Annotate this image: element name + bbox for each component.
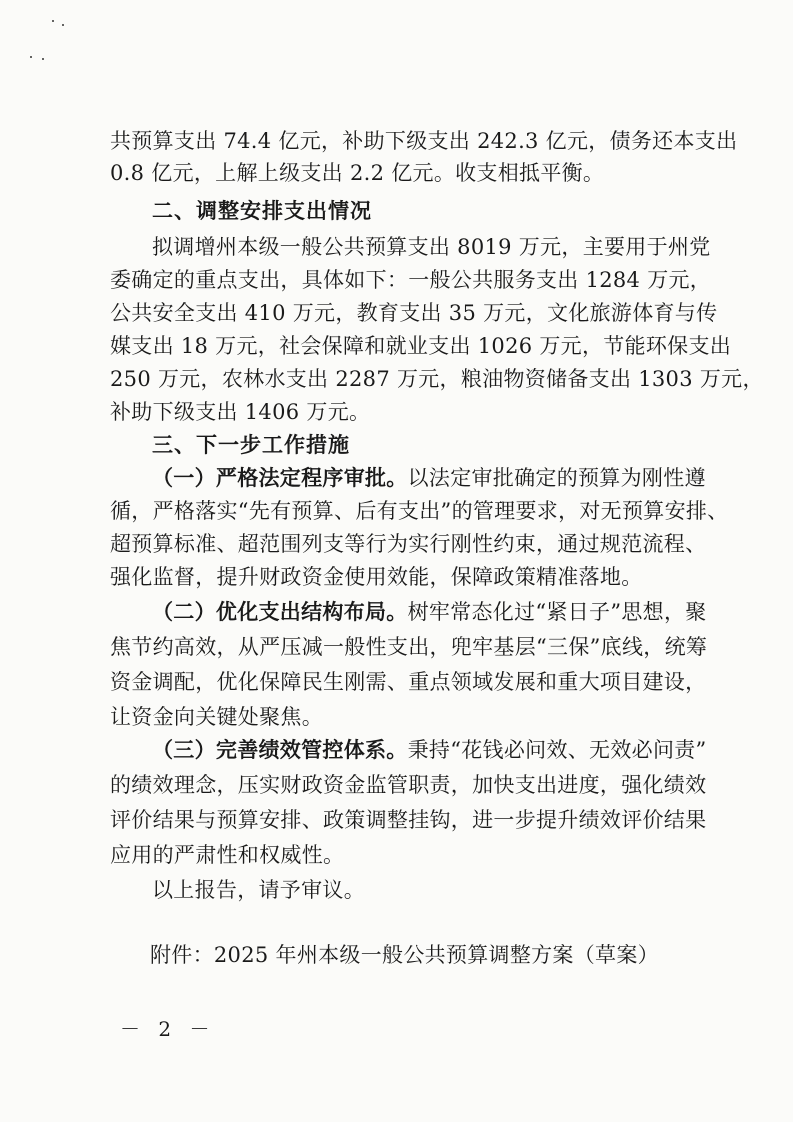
section-heading: 三、下一步工作措施: [152, 433, 350, 457]
measure-title: （二）优化支出结构布局。: [152, 599, 408, 624]
body-line: 应用的严肃性和权威性。: [110, 843, 345, 867]
body-line: 资金调配，优化保障民生刚需、重点领域发展和重大项目建设，: [110, 670, 707, 694]
measure-first-line: [152, 463, 706, 493]
measure-first-line: [152, 735, 707, 765]
body-line: 拟调增州本级一般公共预算支出 8019 万元，主要用于州党: [152, 235, 711, 259]
body-line: 循，严格落实“先有预算、后有支出”的管理要求，对无预算安排、: [110, 499, 729, 523]
body-line: 补助下级支出 1406 万元。: [110, 400, 371, 424]
body-line: 焦节约高效，从严压减一般性支出，兜牢基层“三保”底线，统筹: [110, 635, 708, 659]
body-line: 让资金向关键处聚焦。: [110, 705, 323, 729]
page-number: － 2 －: [120, 1017, 216, 1041]
body-line: 评价结果与预算安排、政策调整挂钩，进一步提升绩效评价结果: [110, 808, 707, 832]
closing-line: 以上报告，请予审议。: [152, 878, 365, 902]
body-line: 超预算标准、超范围列支等行为实行刚性约束，通过规范流程、: [110, 532, 707, 556]
scan-specks: [28, 18, 68, 68]
body-line: 250 万元，农林水支出 2287 万元，粮油物资储备支出 1303 万元，: [110, 367, 764, 391]
measure-title: （三）完善绩效管控体系。: [152, 737, 408, 762]
measure-text: 以法定审批确定的预算为刚性遵: [407, 466, 706, 490]
measure-first-line: [152, 597, 707, 627]
measure-text: 树牢常态化过“紧日子”思想，聚: [407, 600, 707, 624]
measure-title: （一）严格法定程序审批。: [152, 465, 408, 490]
body-line: 委确定的重点支出，具体如下：一般公共服务支出 1284 万元，: [110, 268, 712, 292]
attachment-line: 附件：2025 年州本级一般公共预算调整方案（草案）: [150, 943, 659, 967]
body-line: 共预算支出 74.4 亿元，补助下级支出 242.3 亿元，债务还本支出: [110, 129, 738, 153]
body-line: 0.8 亿元，上解上级支出 2.2 亿元。收支相抵平衡。: [110, 161, 605, 185]
section-heading: 二、调整安排支出情况: [152, 199, 372, 223]
body-line: 的绩效理念，压实财政资金监管职责，加快支出进度，强化绩效: [110, 773, 707, 797]
body-line: 强化监督，提升财政资金使用效能，保障政策精准落地。: [110, 565, 643, 589]
body-line: 公共安全支出 410 万元，教育支出 35 万元，文化旅游体育与传: [110, 301, 718, 325]
body-line: 媒支出 18 万元，社会保障和就业支出 1026 万元，节能环保支出: [110, 334, 732, 358]
measure-text: 秉持“花钱必问效、无效必问责”: [407, 738, 707, 762]
